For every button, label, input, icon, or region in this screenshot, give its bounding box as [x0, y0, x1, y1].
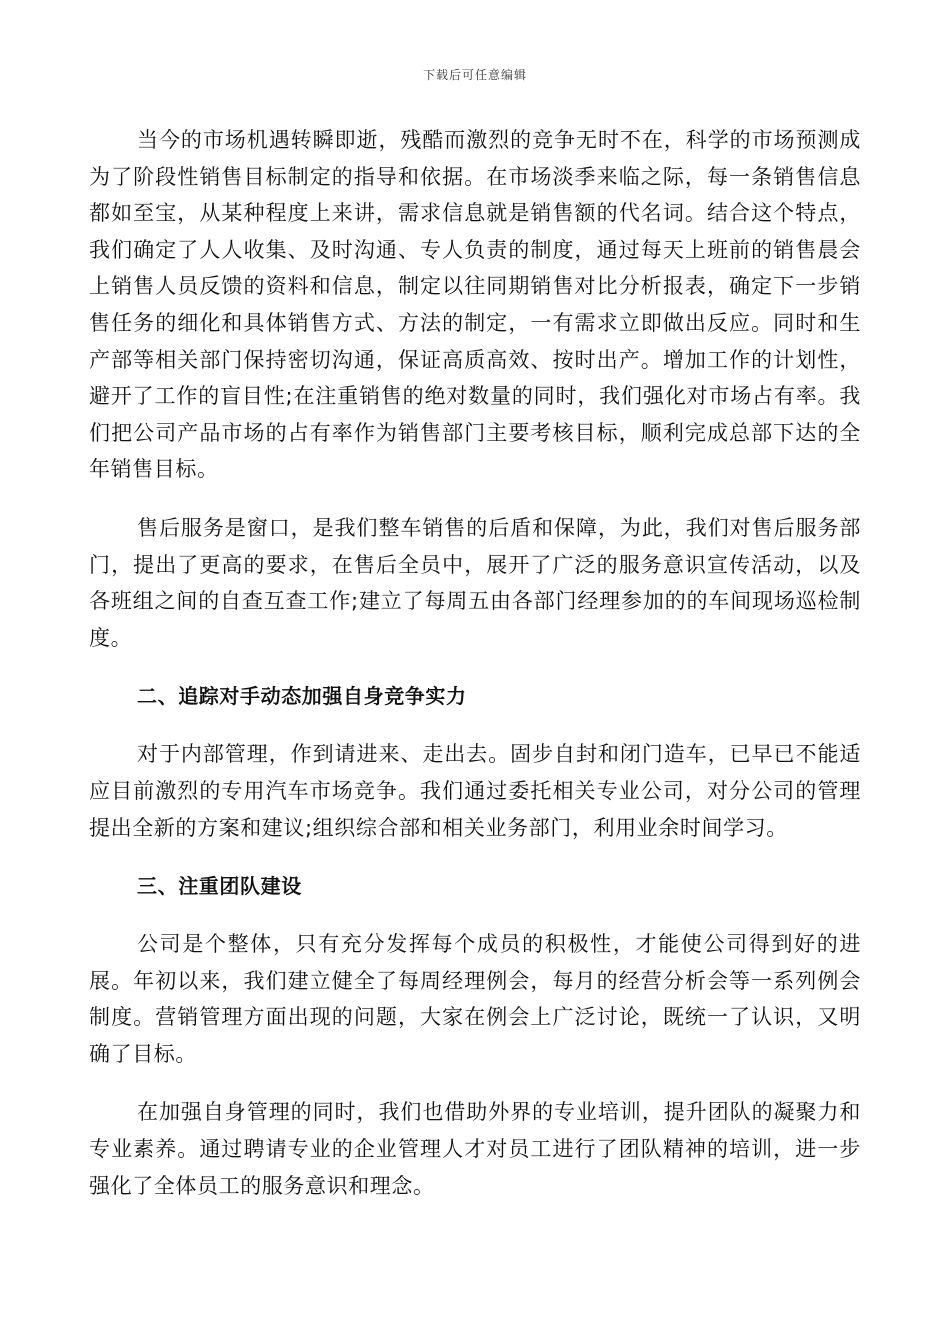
section-heading-team: 三、注重团队建设: [137, 874, 302, 899]
paragraph-gap: [89, 904, 861, 926]
paragraph-market-forecast: 当今的市场机遇转瞬即逝，残酷而激烈的竞争无时不在，科学的市场预测成为了阶段性销售目标制定的指导和依据。在市场淡季来临之际，每一条销售信息都如至宝，从某种程度上来讲，需求信息就是销售额的代名词。结合这个特点，我们确定了人人收集、及时沟通、专人负责的制度，通过每天上班前的销售晨会上销售人员反馈的资料和信息，制定以往同期销售对比分析报表，确定下一步销售任务的细化和具体销售方式、方法的制定，一有需求立即做出反应。同时和生产部等相关部门保持密切沟通，保证高质高效、按时出产。增加工作的计划性，避开了工作的盲目性;在注重销售的绝对数量的同时，我们强化对市场占有率。我们把公司产品市场的占有率作为销售部门主要考核目标，顺利完成总部下达的全年销售目标。: [89, 128, 861, 482]
paragraph-after-sales: 售后服务是窗口，是我们整车销售的后盾和保障，为此，我们对售后服务部门，提出了更高的要求，在售后全员中，展开了广泛的服务意识宣传活动，以及各班组之间的自查互查工作;建立了每周五由各部门经理参加的的车间现场巡检制度。: [89, 515, 861, 650]
paragraph-gap: [89, 846, 861, 868]
page-header: 下载后可任意编辑: [422, 68, 527, 82]
paragraph-gap: [89, 1072, 861, 1094]
section-heading-competition: 二、追踪对手动态加强自身竞争实力: [137, 684, 467, 709]
paragraph-gap: [89, 488, 861, 510]
paragraph-team-meetings: 公司是个整体，只有充分发挥每个成员的积极性，才能使公司得到好的进展。年初以来，我们建立健全了每周经理例会，每月的经营分析会等一系列例会制度。营销管理方面出现的问题，大家在例会上广泛讨论，既统一了认识，又明确了目标。: [89, 932, 861, 1066]
paragraph-internal-management: 对于内部管理，作到请进来、走出去。固步自封和闭门造车，已早已不能适应目前激烈的专用汽车市场竞争。我们通过委托相关专业公司，对分公司的管理提出全新的方案和建议;组织综合部和相关业务部门，利用业余时间学习。: [89, 742, 861, 840]
paragraph-training: 在加强自身管理的同时，我们也借助外界的专业培训，提升团队的凝聚力和专业素养。通过聘请专业的企业管理人才对员工进行了团队精神的培训，进一步强化了全体员工的服务意识和理念。: [89, 1100, 861, 1198]
paragraph-gap: [89, 656, 861, 678]
paragraph-gap: [89, 714, 861, 736]
document-body: [89, 122, 861, 1204]
